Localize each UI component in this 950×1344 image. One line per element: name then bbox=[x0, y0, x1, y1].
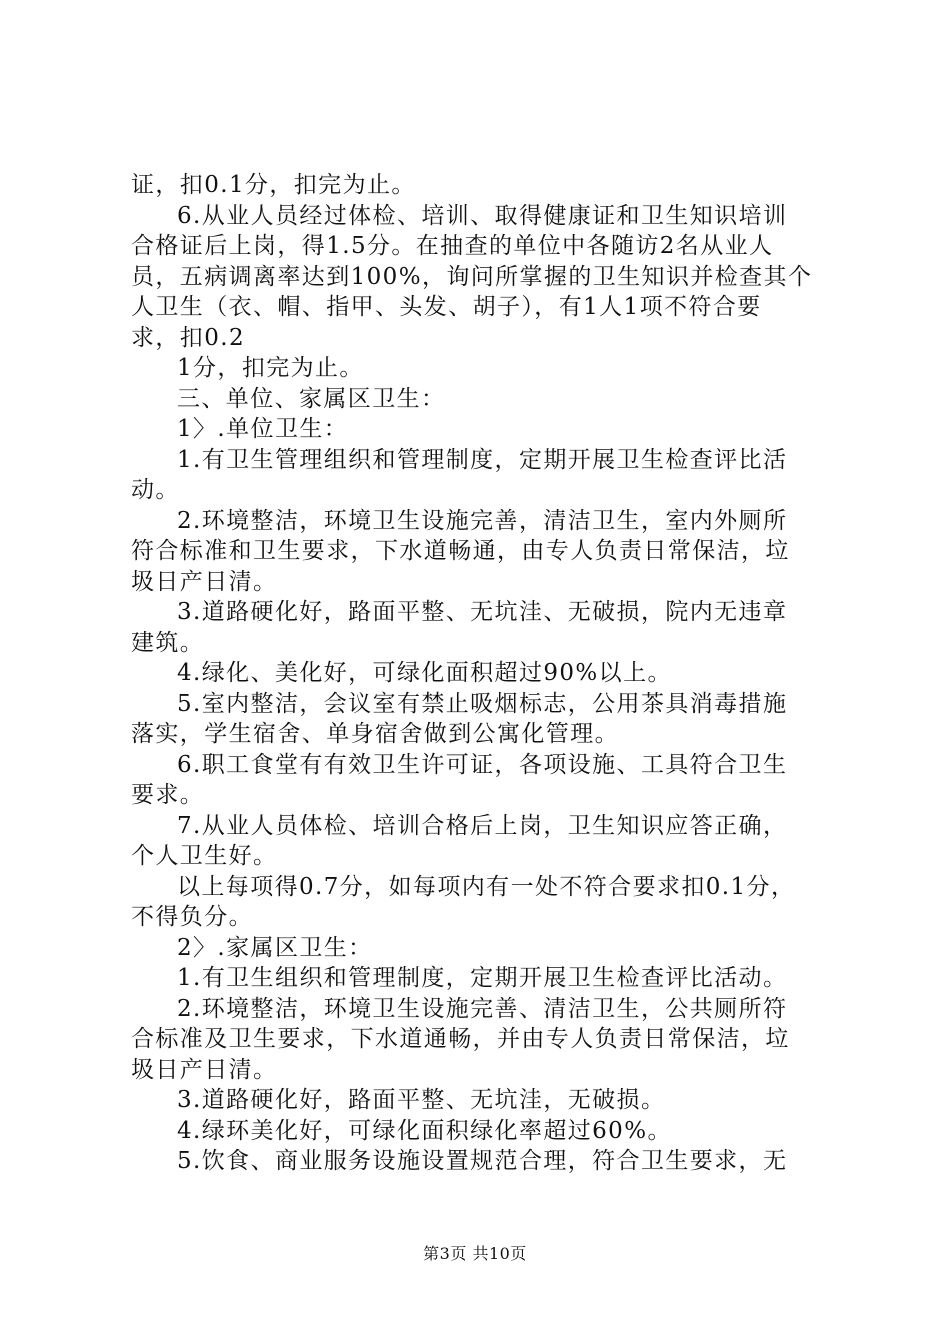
text-line: 员，五病调离率达到100%，询问所掌握的卫生知识并检查其个 bbox=[131, 263, 813, 290]
text-line: 7.从业人员体检、培训合格后上岗，卫生知识应答正确， bbox=[177, 812, 788, 839]
text-line: 1.有卫生管理组织和管理制度，定期开展卫生检查评比活 bbox=[177, 446, 788, 473]
text-line: 圾日产日清。 bbox=[131, 568, 278, 595]
text-line: 动。 bbox=[131, 477, 180, 503]
text-line: 2.环境整洁，环境卫生设施完善，清洁卫生，室内外厕所 bbox=[177, 507, 788, 534]
text-line: 个人卫生好。 bbox=[131, 843, 278, 869]
text-line: 求，扣0.2 bbox=[131, 324, 245, 351]
text-line: 1.有卫生组织和管理制度，定期开展卫生检查评比活动。 bbox=[177, 965, 788, 991]
text-line: 证，扣0.1分，扣完为止。 bbox=[131, 172, 416, 198]
text-line: 要求。 bbox=[131, 782, 205, 808]
text-line: 4.绿化、美化好，可绿化面积超过90%以上。 bbox=[177, 660, 672, 686]
text-line: 落实，学生宿舍、单身宿舍做到公寓化管理。 bbox=[131, 721, 619, 747]
text-line: 不得负分。 bbox=[131, 904, 253, 930]
text-line: 2.环境整洁，环境卫生设施完善、清洁卫生，公共厕所符 bbox=[177, 995, 788, 1022]
text-line: 三、单位、家属区卫生： bbox=[177, 385, 446, 412]
text-line: 5.饮食、商业服务设施设置规范合理，符合卫生要求，无 bbox=[177, 1148, 788, 1174]
page-number-footer: 第3页 共10页 bbox=[423, 1244, 527, 1263]
text-line: 3.道路硬化好，路面平整、无坑洼、无破损，院内无违章 bbox=[177, 599, 788, 625]
text-line: 以上每项得0.7分，如每项内有一处不符合要求扣0.1分， bbox=[177, 873, 796, 900]
text-line: 1〉.单位卫生： bbox=[177, 416, 349, 442]
document-body bbox=[131, 170, 843, 1177]
text-line: 2〉.家属区卫生： bbox=[177, 934, 373, 961]
text-line: 人卫生（衣、帽、指甲、头发、胡子），有1人1项不符合要 bbox=[131, 294, 762, 320]
text-line: 6.从业人员经过体检、培训、取得健康证和卫生知识培训 bbox=[177, 202, 788, 229]
text-line: 圾日产日清。 bbox=[131, 1056, 278, 1083]
text-line: 4.绿环美化好，可绿化面积绿化率超过60%。 bbox=[177, 1117, 672, 1144]
text-line: 3.道路硬化好，路面平整、无坑洼，无破损。 bbox=[177, 1087, 666, 1113]
text-line: 1分，扣完为止。 bbox=[177, 355, 364, 381]
text-line: 建筑。 bbox=[131, 629, 205, 656]
text-line: 符合标准和卫生要求，下水道畅通，由专人负责日常保洁，垃 bbox=[131, 538, 790, 564]
text-line: 6.职工食堂有有效卫生许可证，各项设施、工具符合卫生 bbox=[177, 751, 788, 778]
text-line: 合格证后上岗，得1.5分。在抽查的单位中各随访2名从业人 bbox=[131, 233, 774, 259]
text-line: 合标准及卫生要求，下水道通畅，并由专人负责日常保洁，垃 bbox=[131, 1026, 790, 1052]
text-line: 5.室内整洁，会议室有禁止吸烟标志，公用茶具消毒措施 bbox=[177, 690, 788, 717]
